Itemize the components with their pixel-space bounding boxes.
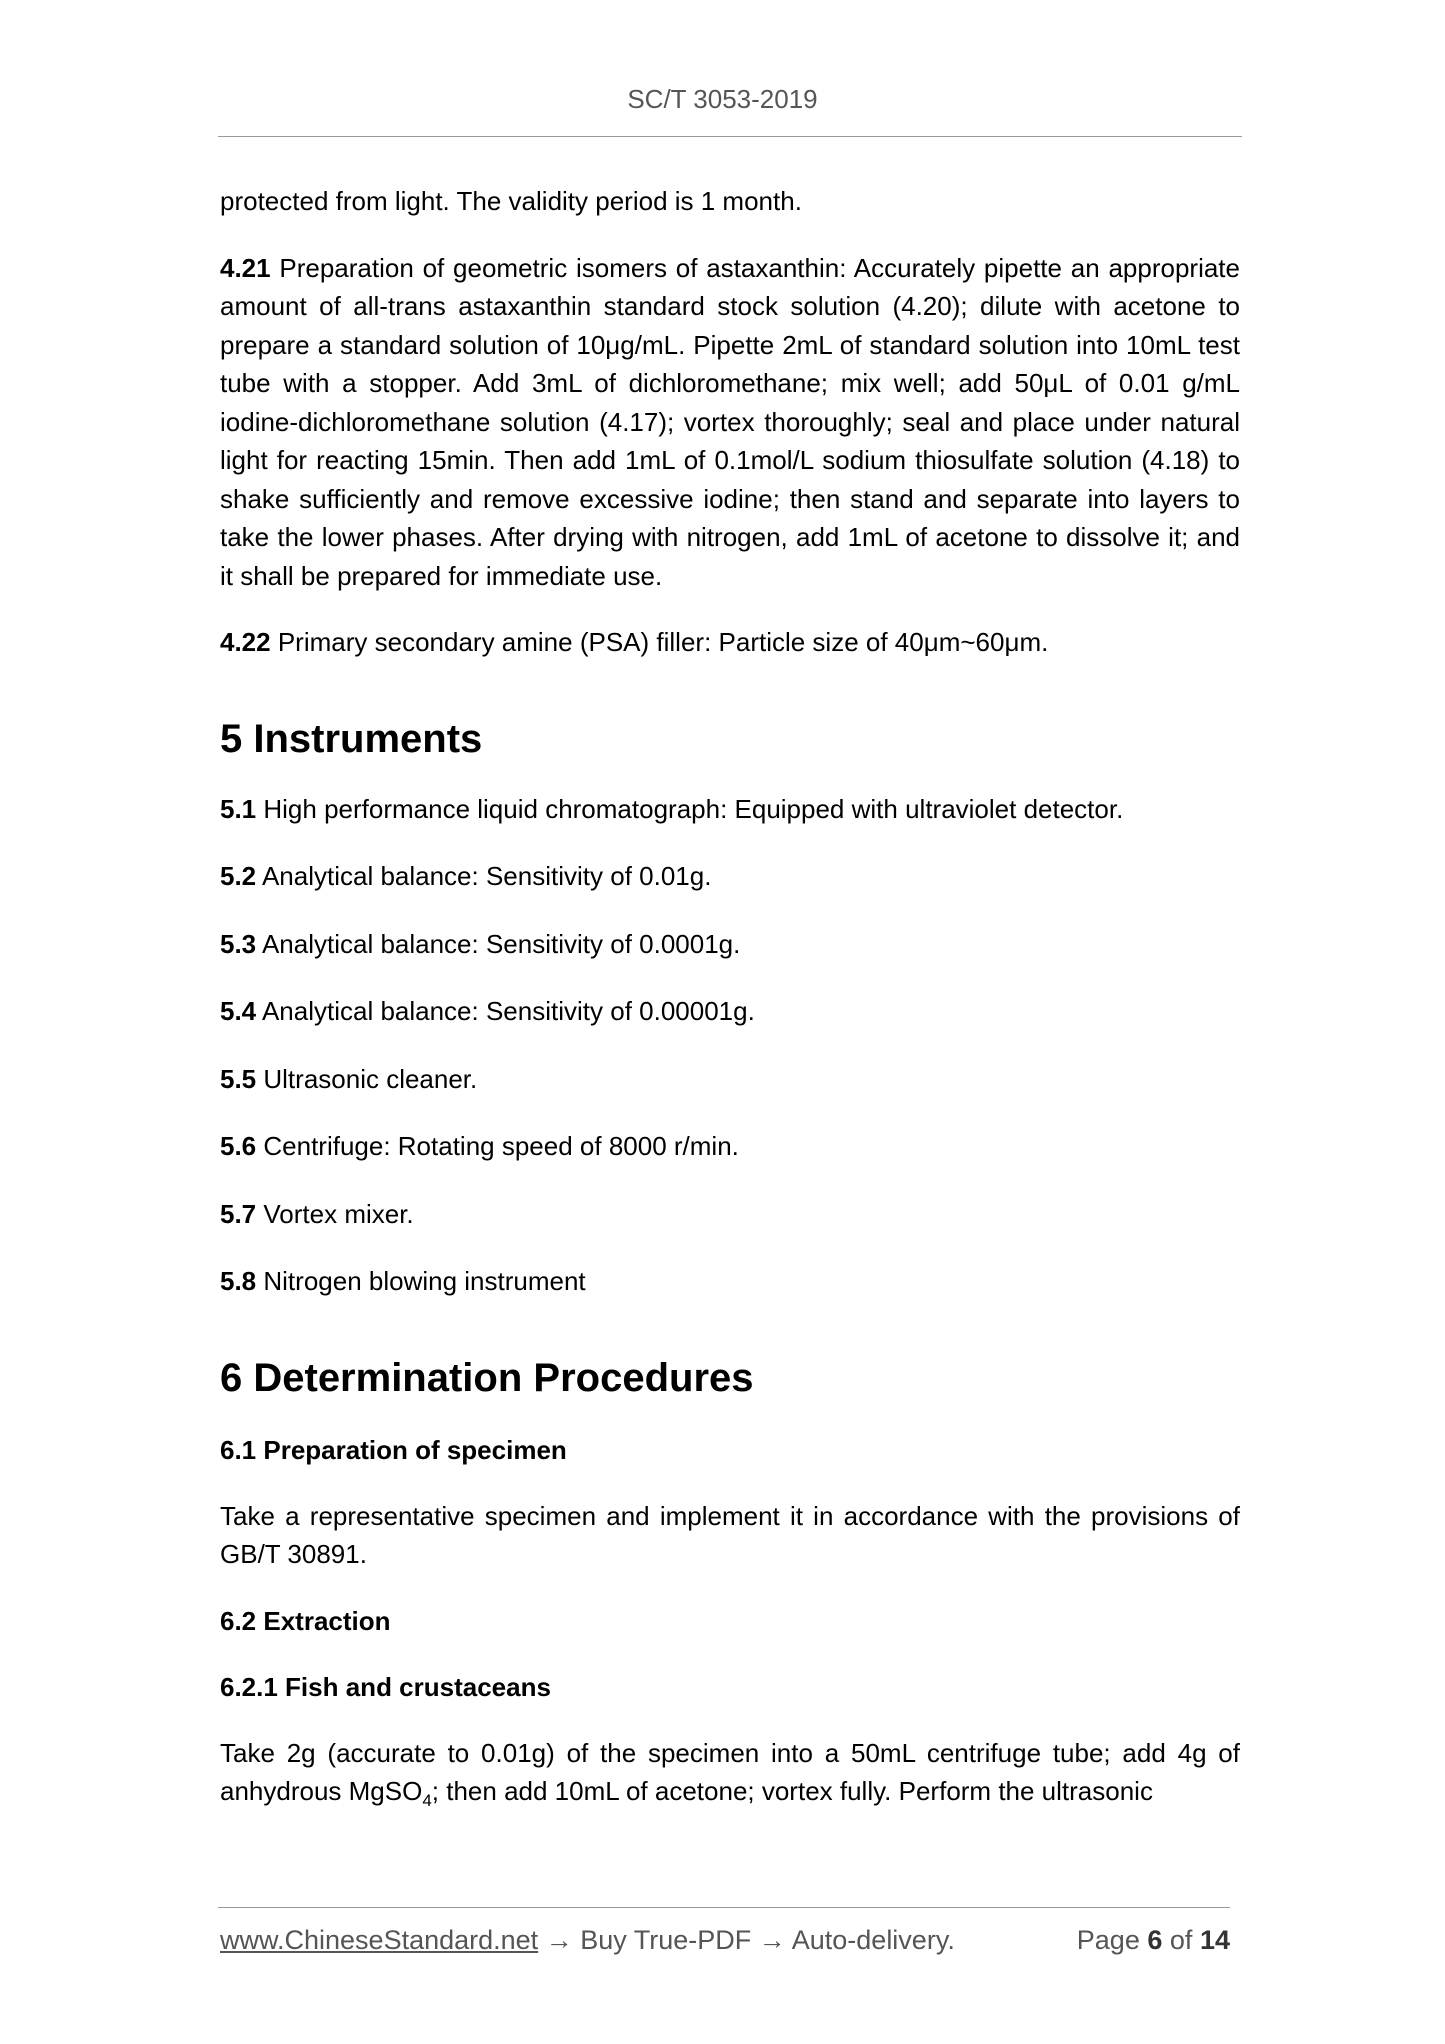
footer-divider <box>218 1907 1230 1908</box>
item-text: Nitrogen blowing instrument <box>256 1266 586 1296</box>
item-text: Analytical balance: Sensitivity of 0.00001g. <box>256 996 755 1026</box>
list-item <box>220 857 1240 896</box>
page-total: 14 <box>1199 1925 1230 1955</box>
item-number: 5.4 <box>220 996 257 1026</box>
item-number: 5.1 <box>220 793 257 824</box>
item-number: 5.7 <box>220 1198 257 1229</box>
item-text: High performance liquid chromatograph: Equipped with ultraviolet detector. <box>256 793 1124 824</box>
item-number: 5.6 <box>220 1131 257 1161</box>
item-number: 5.2 <box>220 861 257 891</box>
list-item <box>220 992 1240 1031</box>
page-label: Page <box>1076 1925 1140 1955</box>
subsection-6-2-1-heading: 6.2.1 Fish and crustaceans <box>220 1671 551 1702</box>
promo-text: → Buy True-PDF → Auto-delivery. <box>538 1925 955 1955</box>
item-number: 5.8 <box>220 1266 257 1296</box>
item-number: 4.21 <box>220 252 271 283</box>
intro-line: protected from light. The validity period is 1 month. <box>220 186 802 216</box>
list-item <box>220 1262 1240 1301</box>
item-number: 4.22 <box>220 627 271 657</box>
website-link[interactable]: www.ChineseStandard.net <box>220 1925 539 1955</box>
paragraph-4-21 <box>220 249 1240 596</box>
subsection-6-2-heading: 6.2 Extraction <box>220 1605 391 1636</box>
item-text: Analytical balance: Sensitivity of 0.01g. <box>256 861 712 891</box>
subsection-6-1-text: Take a representative specimen and implement it in accordance with the provisions of GB/T 30891. <box>220 1500 1240 1569</box>
subsection-6-2-1-text <box>220 1734 1240 1821</box>
document-body <box>220 182 1240 1821</box>
instrument-list <box>220 790 1240 1301</box>
item-text: Analytical balance: Sensitivity of 0.0001g. <box>256 928 741 959</box>
paragraph-4-22 <box>220 623 1240 662</box>
page-indicator <box>1077 1925 1230 1956</box>
item-number: 5.5 <box>220 1063 257 1094</box>
item-text: Ultrasonic cleaner. <box>256 1063 478 1094</box>
item-text: Primary secondary amine (PSA) filler: Particle size of 40μm~60μm. <box>270 627 1049 657</box>
list-item <box>220 790 1240 829</box>
section-5-heading: 5 Instruments <box>220 716 483 761</box>
list-item <box>220 925 1240 964</box>
page-current: 6 <box>1147 1925 1163 1955</box>
item-text: Preparation of geometric isomers of astaxanthin: Accurately pipette an appropriate amount of all-trans astaxanthin standard stock solution (4.20); dilute with acetone to prepare a standard solution of 10μg/mL. Pipette 2mL of standard solution into 10mL test tube with a stopper. Add 3mL of dichloromethane; mix well; add 50μL of 0.01 g/mL iodine-dichloromethane solution (4.17); vortex thoroughly; seal and place under natural light for reacting 15min. Then add 1mL of 0.1mol/L sodium thiosulfate solution (4.18) to shake sufficiently and remove excessive iodine; then stand and separate into layers to take the lower phases. After drying with nitrogen, add 1mL of acetone to dissolve it; and it shall be prepared for immediate use. <box>220 252 1240 591</box>
header-divider <box>218 136 1242 137</box>
section-6-heading: 6 Determination Procedures <box>220 1355 754 1400</box>
subsection-6-1-heading: 6.1 Preparation of specimen <box>220 1434 567 1465</box>
list-item <box>220 1060 1240 1099</box>
list-item <box>220 1127 1240 1166</box>
text-part: Take 2g (accurate to 0.01g) of the specimen into a 50mL centrifuge tube; add 4g of anhydrous MgSO <box>220 1737 1240 1806</box>
standard-code: SC/T 3053-2019 <box>627 84 818 114</box>
subscript: 4 <box>422 1791 432 1811</box>
page-header <box>0 84 1445 115</box>
item-text: Centrifuge: Rotating speed of 8000 r/min. <box>256 1131 739 1161</box>
page-of: of <box>1169 1925 1193 1955</box>
page-footer <box>220 1925 1230 1956</box>
item-text: Vortex mixer. <box>256 1198 414 1229</box>
list-item <box>220 1195 1240 1234</box>
item-number: 5.3 <box>220 928 257 959</box>
text-part: ; then add 10mL of acetone; vortex fully. Perform the ultrasonic <box>431 1776 1153 1806</box>
